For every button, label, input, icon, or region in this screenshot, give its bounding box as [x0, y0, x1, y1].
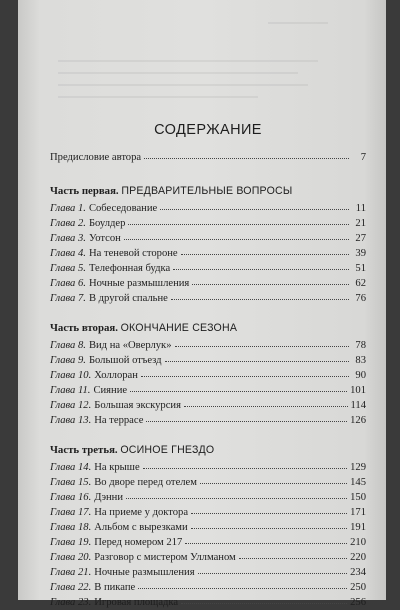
- page-number: 191: [350, 522, 366, 533]
- chapter-number: Глава 6.: [50, 278, 86, 289]
- toc-chapter-row: [50, 580, 366, 595]
- part-label: Часть первая.: [50, 185, 119, 197]
- page-number: 21: [355, 218, 366, 229]
- chapter-number: Глава 14.: [50, 462, 92, 473]
- page-number: 27: [355, 233, 366, 244]
- leader-dots: [160, 200, 349, 210]
- toc-chapter-row: [50, 520, 366, 535]
- chapter-number: Глава 15.: [50, 477, 92, 488]
- chapter-title: Сияние: [93, 385, 128, 396]
- chapter-number: Глава 18.: [50, 522, 92, 533]
- toc-chapter-row: [50, 338, 366, 353]
- chapter-title: На террасе: [94, 415, 144, 426]
- chapter-title: На приеме у доктора: [94, 507, 189, 518]
- page-number: 114: [350, 400, 366, 411]
- table-of-contents: [50, 122, 366, 610]
- part-heading: [50, 444, 366, 456]
- page-number: 76: [355, 293, 366, 304]
- chapter-title: Телефонная будка: [88, 263, 171, 274]
- chapter-title: Перед номером 217: [94, 537, 183, 548]
- chapter-number: Глава 13.: [50, 415, 92, 426]
- part-title: ОКОНЧАНИЕ СЕЗОНА: [120, 322, 238, 334]
- leader-dots: [146, 412, 347, 422]
- leader-dots: [181, 594, 347, 604]
- chapter-number: Глава 16.: [50, 492, 92, 503]
- toc-chapter-row: [50, 460, 366, 475]
- leader-dots: [143, 459, 347, 469]
- leader-dots: [173, 260, 349, 270]
- page-number: 51: [355, 263, 366, 274]
- toc-chapter-row: [50, 291, 366, 306]
- chapter-number: Глава 7.: [50, 293, 86, 304]
- toc-chapter-row: [50, 201, 366, 216]
- part-label: Часть третья.: [50, 444, 118, 456]
- leader-dots: [191, 519, 347, 529]
- chapter-number: Глава 22.: [50, 582, 92, 593]
- page-number: 256: [350, 597, 366, 608]
- leader-dots: [239, 549, 347, 559]
- chapter-title: В пикапе: [94, 582, 136, 593]
- toc-chapter-row: [50, 413, 366, 428]
- chapter-title: Альбом с вырезками: [94, 522, 188, 533]
- toc-chapter-row: [50, 261, 366, 276]
- toc-chapter-row: [50, 490, 366, 505]
- preface-label: Предисловие автора: [50, 152, 142, 163]
- chapter-number: Глава 3.: [50, 233, 86, 244]
- leader-dots: [191, 504, 347, 514]
- toc-chapter-row: [50, 276, 366, 291]
- page-number: 250: [350, 582, 366, 593]
- leader-dots: [184, 397, 348, 407]
- toc-chapter-row: [50, 398, 366, 413]
- leader-dots: [185, 534, 347, 544]
- page-number: 171: [350, 507, 366, 518]
- leader-dots: [175, 337, 349, 347]
- chapter-title: Большой отъезд: [88, 355, 162, 366]
- chapter-number: Глава 10.: [50, 370, 92, 381]
- chapter-title: Во дворе перед отелем: [94, 477, 197, 488]
- leader-dots: [192, 275, 349, 285]
- toc-chapter-row: [50, 383, 366, 398]
- chapter-number: Глава 9.: [50, 355, 86, 366]
- page-number: 150: [350, 492, 366, 503]
- chapter-number: Глава 12.: [50, 400, 92, 411]
- chapter-number: Глава 4.: [50, 248, 86, 259]
- page-number: 145: [350, 477, 366, 488]
- page-number: 62: [355, 278, 366, 289]
- chapter-title: Ночные размышления: [94, 567, 195, 578]
- toc-chapter-row: [50, 475, 366, 490]
- toc-chapter-row: [50, 535, 366, 550]
- leader-dots: [130, 382, 347, 392]
- page-number: 234: [350, 567, 366, 578]
- chapter-title: Разговор с мистером Уллманом: [94, 552, 236, 563]
- chapter-number: Глава 2.: [50, 218, 86, 229]
- part-title: ПРЕДВАРИТЕЛЬНЫЕ ВОПРОСЫ: [121, 185, 293, 197]
- chapter-number: Глава 19.: [50, 537, 92, 548]
- toc-chapter-row: [50, 595, 366, 610]
- leader-dots: [171, 290, 349, 300]
- chapter-title: Вид на «Оверлук»: [88, 340, 172, 351]
- toc-title: СОДЕРЖАНИЕ: [154, 122, 262, 138]
- toc-chapter-row: [50, 505, 366, 520]
- part-label: Часть вторая.: [50, 322, 118, 334]
- chapter-title: Холлоран: [94, 370, 138, 381]
- page-number: 83: [355, 355, 366, 366]
- page-number: 210: [350, 537, 366, 548]
- page-number: 11: [355, 203, 366, 214]
- page-number: 129: [350, 462, 366, 473]
- toc-chapter-row: [50, 550, 366, 565]
- page-number: 220: [350, 552, 366, 563]
- page-number: 126: [350, 415, 366, 426]
- chapter-title: Ночные размышления: [88, 278, 190, 289]
- leader-dots: [138, 579, 347, 589]
- part-heading: [50, 185, 366, 197]
- page-number: 101: [350, 385, 366, 396]
- show-through-text: [18, 0, 386, 120]
- chapter-title: Уотсон: [88, 233, 121, 244]
- toc-chapter-row: [50, 216, 366, 231]
- page-number: 78: [355, 340, 366, 351]
- page-number: 90: [355, 370, 366, 381]
- toc-chapter-row: [50, 565, 366, 580]
- toc-chapter-row: [50, 231, 366, 246]
- page-number: 7: [360, 152, 366, 163]
- chapter-title: Игровая площадка: [94, 597, 179, 608]
- chapter-number: Глава 11.: [50, 385, 91, 396]
- chapter-number: Глава 23.: [50, 597, 92, 608]
- leader-dots: [141, 367, 349, 377]
- leader-dots: [198, 564, 348, 574]
- leader-dots: [144, 149, 349, 159]
- part-title: ОСИНОЕ ГНЕЗДО: [120, 444, 215, 456]
- book-page: [18, 0, 386, 608]
- chapter-title: На теневой стороне: [88, 248, 178, 259]
- chapter-number: Глава 21.: [50, 567, 92, 578]
- page-number: 39: [355, 248, 366, 259]
- toc-preface-row: [50, 150, 366, 165]
- leader-dots: [124, 230, 349, 240]
- leader-dots: [128, 215, 349, 225]
- toc-parts: [50, 185, 366, 610]
- chapter-number: Глава 5.: [50, 263, 86, 274]
- chapter-number: Глава 8.: [50, 340, 86, 351]
- chapter-title: Большая экскурсия: [94, 400, 181, 411]
- toc-chapter-row: [50, 353, 366, 368]
- chapter-title: Боулдер: [88, 218, 126, 229]
- chapter-title: В другой спальне: [88, 293, 168, 304]
- chapter-title: Собеседование: [88, 203, 158, 214]
- chapter-number: Глава 1.: [50, 203, 86, 214]
- leader-dots: [181, 245, 349, 255]
- part-heading: [50, 322, 366, 334]
- leader-dots: [126, 489, 347, 499]
- chapter-number: Глава 20.: [50, 552, 92, 563]
- toc-chapter-row: [50, 368, 366, 383]
- chapter-number: Глава 17.: [50, 507, 92, 518]
- toc-chapter-row: [50, 246, 366, 261]
- chapter-title: Дэнни: [94, 492, 124, 503]
- leader-dots: [165, 352, 349, 362]
- chapter-title: На крыше: [94, 462, 140, 473]
- leader-dots: [200, 474, 347, 484]
